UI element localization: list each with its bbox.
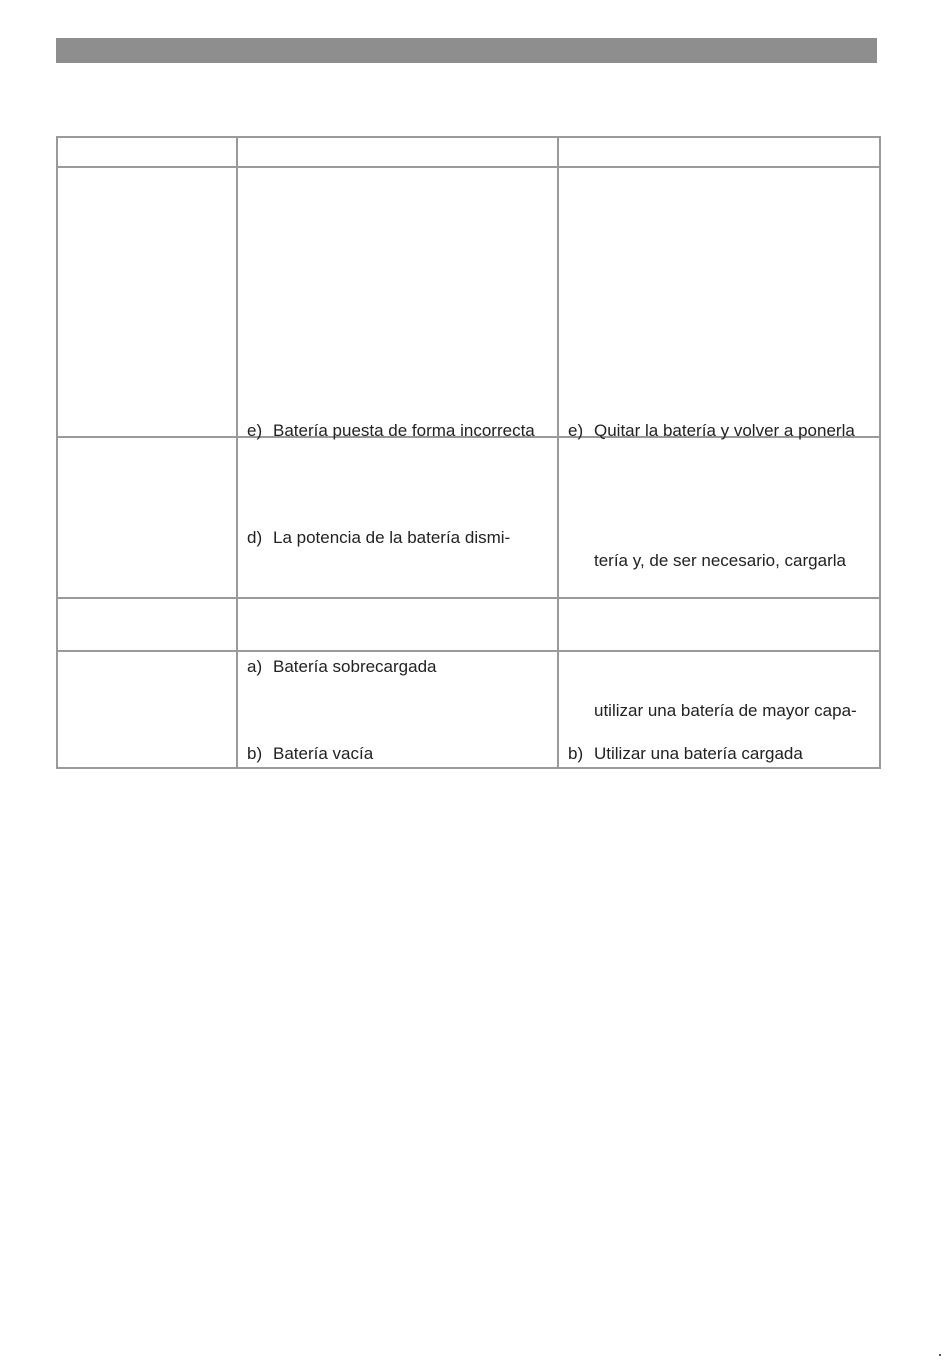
remedy-cell [558,437,880,598]
cause-cell [237,167,558,440]
item-letter: e) [247,421,263,440]
remedy-cell [558,167,880,440]
item-letter: b) [247,744,263,763]
item-text: Batería sobrecargada [273,657,437,676]
item-text: Batería puesta de forma incorrecta [273,421,535,440]
item-text: Utilizar una batería cargada [594,744,803,763]
remedy-continuation-text: utilizar una batería de mayor capa- [594,701,857,720]
remedy-cell [558,598,880,651]
item-letter: a) [247,657,263,676]
cause-cell [237,651,558,768]
item-letter: e) [568,421,584,440]
header-cell-remedy [558,137,880,167]
troubleshooting-table [56,136,881,769]
problem-cell [57,437,237,598]
table-row [57,437,880,598]
table-row [57,651,880,768]
item-text: La potencia de la batería dismi- [273,528,511,547]
remedy-continuation-text: tería y, de ser necesario, cargarla [594,551,846,570]
corner-dot [939,1354,941,1356]
cause-item [247,744,373,764]
remedy-cell [558,651,880,768]
header-bar [56,38,877,63]
cause-item [247,657,437,677]
table-row [57,167,880,437]
cause-item [247,528,510,548]
item-letter: b) [568,744,584,763]
header-cell-cause [237,137,558,167]
problem-cell [57,167,237,437]
problem-cell [57,598,237,651]
item-text: Batería vacía [273,744,374,763]
problem-cell [57,651,237,768]
table-header-row [57,137,880,167]
cause-cell [237,598,558,651]
table-row [57,598,880,651]
item-text: Quitar la batería y volver a ponerla [594,421,855,440]
header-cell-problem [57,137,237,167]
cause-cell [237,437,558,598]
remedy-item [568,744,803,764]
item-letter: d) [247,528,263,547]
